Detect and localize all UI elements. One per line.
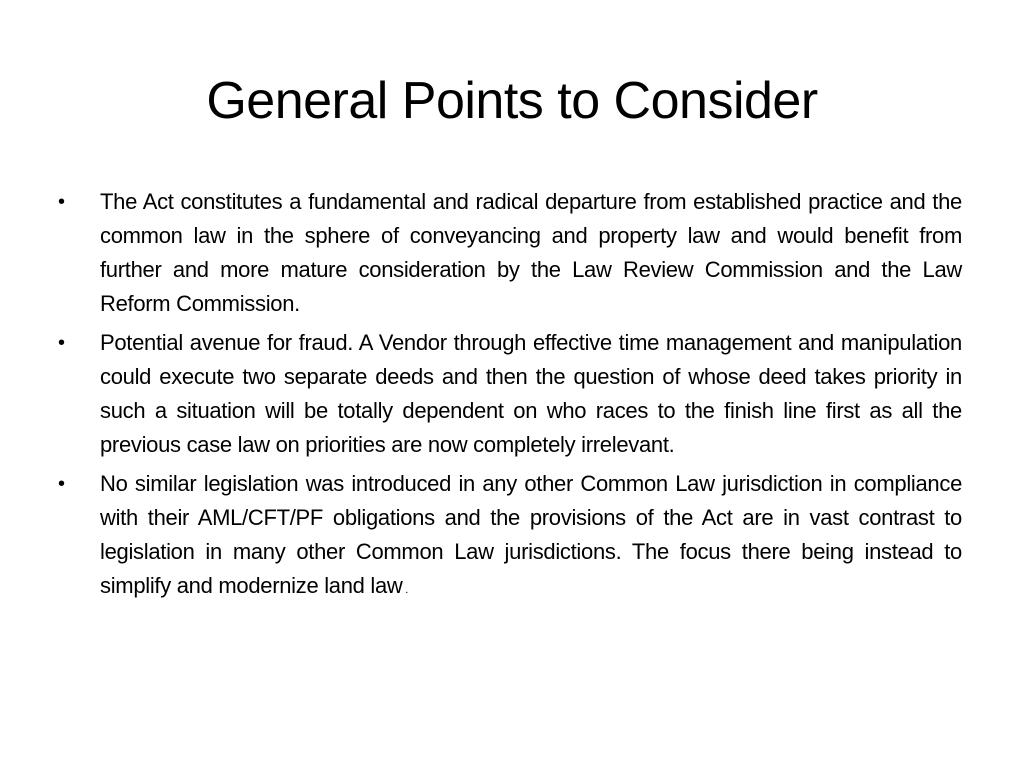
bullet-list: [56, 185, 962, 612]
bullet-text: Potential avenue for fraud. A Vendor through effective time management and manipulation could execute two separate deeds and then the question of whose deed takes priority in such a situation will be totally dependent on who races to the finish line first as all the previous case law on priorities are now completely irrelevant.: [100, 330, 962, 457]
bullet-item: [56, 467, 962, 607]
bullet-item: [56, 185, 962, 321]
slide-title: General Points to Consider: [206, 72, 818, 130]
bullet-text: No similar legislation was introduced in any other Common Law jurisdiction in compliance with their AML/CFT/PF obligations and the provisions of the Act are in vast contrast to legislation in many other Common Law jurisdictions. The focus there being instead to simplify and modernize land law: [100, 471, 962, 598]
bullet-dot-icon: •: [58, 191, 65, 213]
bullet-dot-icon: •: [58, 473, 65, 495]
bullet-dot-icon: •: [58, 332, 65, 354]
bullet-text: The Act constitutes a fundamental and radical departure from established practice and the common law in the sphere of conveyancing and property law and would benefit from further and more mature consideration by the Law Review Commission and the Law Reform Commission.: [100, 189, 962, 316]
trailing-period: .: [402, 584, 409, 596]
bullet-item: [56, 326, 962, 462]
